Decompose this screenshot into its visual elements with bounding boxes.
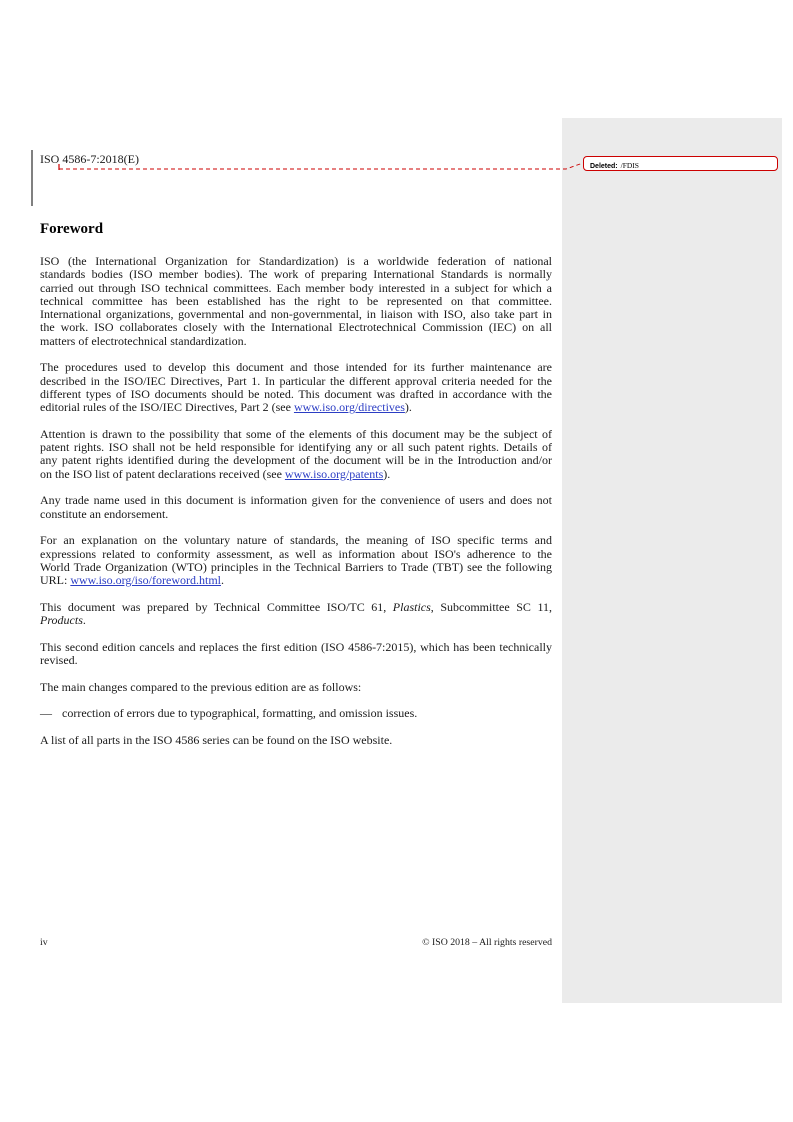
text-line: A list of all parts in the ISO 4586 series can be found on the ISO website. (40, 732, 393, 747)
text-line: URL: www.iso.org/iso/foreword.html. (40, 573, 224, 588)
text-line: matters of electrotechnical standardization. (40, 333, 247, 348)
text-line: described in the ISO/IEC Directives, Part 1. In particular the different approval criteria needed for the (40, 373, 552, 388)
italic-text: Plastics (392, 599, 431, 614)
balloon-label: Deleted: (590, 163, 618, 170)
text-line: patent rights. ISO shall not be held responsible for identifying any or all such patent rights. Details of (40, 440, 552, 455)
text-line: different types of ISO documents should be noted. This document was drafted in accordance with the (40, 386, 552, 401)
text-line: International organizations, governmental and non-governmental, in liaison with ISO, also take part in (40, 307, 552, 322)
deleted-text: /FDIS (620, 161, 639, 170)
hyperlink[interactable]: www.iso.org/iso/foreword.html (70, 573, 221, 588)
text-line: Attention is drawn to the possibility that some of the elements of this document may be the subject of (40, 426, 552, 441)
text-line: expressions related to conformity assessment, as well as information about ISO's adherence to the (40, 546, 552, 561)
text-line: constitute an endorsement. (40, 506, 169, 521)
paragraph (40, 494, 552, 521)
text-line: ISO (the International Organization for Standardization) is a worldwide federation of national (40, 254, 552, 268)
running-header: ISO 4586-7:2018(E) (40, 152, 139, 166)
italic-text: Products (40, 613, 83, 628)
text-line: World Trade Organization (WTO) principles in the Technical Barriers to Trade (TBT) see the following (40, 559, 552, 574)
text-line: standards bodies (ISO member bodies). The work of preparing International Standards is normally (40, 267, 552, 282)
paragraph (40, 734, 552, 747)
copyright-notice: © ISO 2018 – All rights reserved (422, 937, 552, 948)
text-line: any patent rights identified during the development of the document will be in the Introduction and/or (40, 453, 552, 468)
text-line: the work. ISO collaborates closely with the International Electrotechnical Commission (IEC) on all (40, 320, 552, 335)
paragraph (40, 534, 552, 587)
page-number: iv (40, 937, 48, 948)
paragraph (40, 601, 552, 628)
deletion-balloon[interactable] (583, 156, 778, 171)
list-item (40, 707, 552, 720)
text-line: This document was prepared by Technical Committee ISO/TC 61, Plastics, Subcommittee SC 11, (40, 599, 552, 614)
text-line: Any trade name used in this document is information given for the convenience of users and does not (40, 493, 552, 508)
text-line: This second edition cancels and replaces the first edition (ISO 4586-7:2015), which has been technically (40, 639, 552, 654)
hyperlink[interactable]: www.iso.org/directives (293, 400, 405, 415)
paragraph (40, 641, 552, 668)
foreword-body (40, 255, 552, 760)
list-marker: — (40, 706, 52, 721)
text-line: carried out through ISO technical committees. Each member body interested in a subject for which a (40, 280, 552, 295)
paragraph (40, 255, 552, 348)
paragraph (40, 361, 552, 414)
text-line: correction of errors due to typographical, formatting, and omission issues. (62, 706, 418, 721)
text-line: revised. (40, 652, 78, 667)
text-line: editorial rules of the ISO/IEC Directives, Part 2 (see www.iso.org/directives). (40, 400, 412, 415)
hyperlink[interactable]: www.iso.org/patents (284, 466, 384, 481)
text-line: on the ISO list of patent declarations received (see www.iso.org/patents). (40, 466, 391, 481)
text-line: technical committee has been established has the right to be represented on that committee. (40, 293, 552, 308)
text-line: The main changes compared to the previous edition are as follows: (40, 679, 362, 694)
text-line: For an explanation on the voluntary nature of standards, the meaning of ISO specific terms and (40, 533, 552, 548)
text-line: The procedures used to develop this document and those intended for its further maintenance are (40, 360, 552, 375)
section-heading: Foreword (40, 221, 104, 237)
paragraph (40, 428, 552, 481)
paragraph (40, 681, 552, 694)
markup-pane (562, 118, 782, 1003)
text-line: Products. (40, 613, 86, 628)
